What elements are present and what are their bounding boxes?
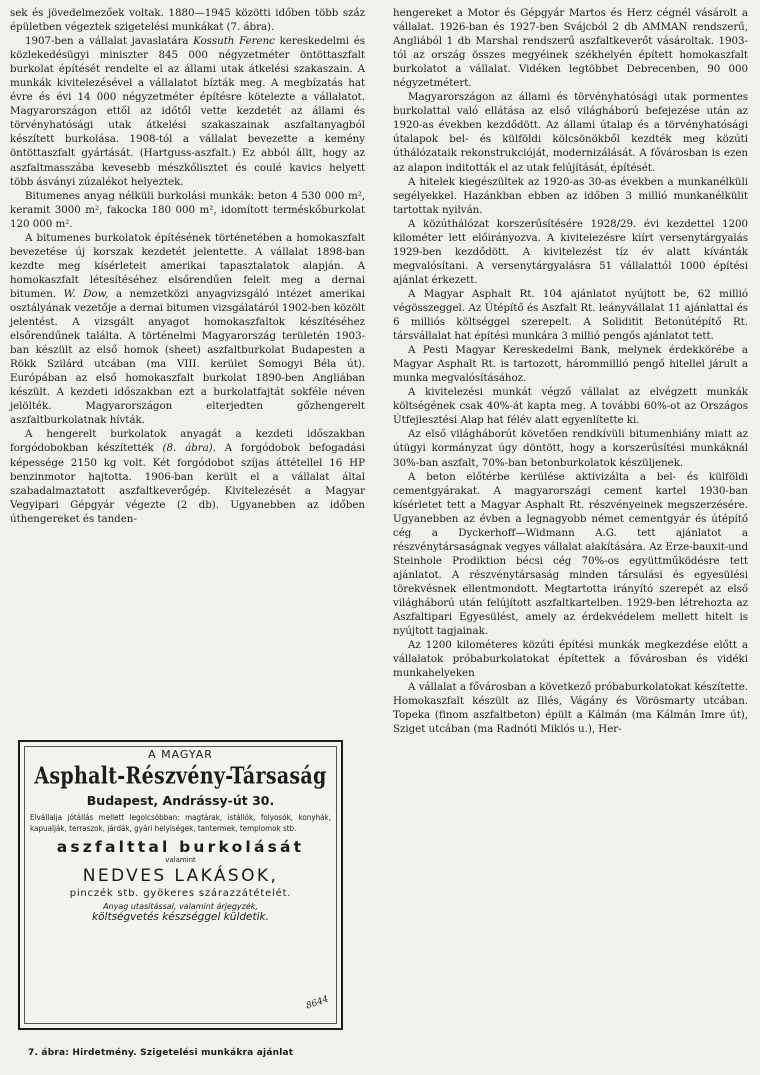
ad-main-offer: aszfalttal burkolását xyxy=(56,838,305,856)
figure-caption: 7. ábra: Hirdetmény. Szigetelési munkákra ajánlat xyxy=(28,1048,294,1058)
ad-footer-line: Anyag utasítással, valamint árjegyzék, xyxy=(103,902,258,911)
handwritten-number: 8644 xyxy=(305,994,331,1012)
text-run: A hengerelt burkolatok anyagát a kezdeti időszakban forgódobokban készítették xyxy=(10,428,365,455)
ad-company-name: Asphalt-Részvény-Társaság xyxy=(34,762,327,790)
paragraph: A beton előtérbe kerülése aktivizálta a bel- és külföldi cementgyárakat. A magyarországi cement kartel 1930-ban kísérletet tett a Magyar Asphalt Rt. részvényeinek megszerzésére. Ugyanebben az évben a legnagyobb német cementgyár és útépítő cég a Dyckerhoff—Widmann A.G. tett ajánlatot a részvénytársaságnak vegyes vállalat alakítására. Az Erze-bauxit-und Steinhole Prodiktion bécsi cég 70%-os együttműködésre tett ajánlatot. A részvénytársaság minden társulási és egyesülési törekvésnek ellentmondott. Megtartotta irányító szerepét az első világháború után felújított aszfaltkartelben. 1929-ben létrehozta az Aszfaltipari Egyesülést, amely az érdekvédelem mellett hitelt is nyújtott tagjainak. xyxy=(393,470,748,638)
paragraph xyxy=(10,231,365,428)
advertisement-figure xyxy=(18,740,343,1030)
right-text-column xyxy=(393,6,748,736)
text-run: kereskedelmi és közlekedésügyi miniszter 845 000 négyzetméter öntöttaszfalt burkolat építését rendelte el az állami utak átkelési szakaszain. A munkák kivitelezésével a vállalatot bízták meg. A megbízatás hat évre és évi 14 000 négyzetméter építésre kötelezte a vállalatot. Magyarországon ettől az időtől vette kezdetét az állami és törvényhatósági utak átkelési szakaszainak aszfaltanyagból készített burkolása. 1908-tól a vállalat bevezette a kemény öntöttaszfalt gyártását. (Hartguss-aszfalt.) Ez abból állt, hogy az aszfaltmasszába kevesebb mészkőlisztet és coulé kavics helyett több ásványi zúzalékot helyeztek. xyxy=(10,35,365,188)
ad-heading: A MAGYAR xyxy=(148,748,213,761)
text-run: a nemzetközi anyagvizsgáló intézet amerikai osztályának vezetője a dernai bitumen vizsgálatáról 1902-ben közölt jelentést. A vizsgált anyagot homokaszfaltok készítéséhez elsőrendűnek találta. A történelmi Magyarország területén 1903-ban készült az első homok (sheet) aszfaltburkolat Budapesten a Rökk Szilárd utcában (ma VIII. kerület Somogyi Béla út). Európában az első homokaszfalt burkolat 1890-ben Angliában készült. A kezdeti időszakban ezt a burkolatfajtát sokféle néven jelölték. Magyarországon elterjedten gőzhengerelt aszfaltburkolatnak hívták. xyxy=(10,287,365,427)
figure-reference: (8. ábra). xyxy=(162,442,216,455)
paragraph: A közúthálózat korszerűsítésére 1928/29. évi kezdettel 1200 kilométer lett előirányozva. A kivitelezésre kiírt versenytárgyalás 1929-ben kezdődött. A kivitelezést tíz év alatt kívánták megvalósítani. A versenytárgyalásra 51 vállalattól 1000 építési ajánlat érkezett. xyxy=(393,217,748,286)
paragraph xyxy=(10,34,365,189)
ad-address: Budapest, Andrássy-út 30. xyxy=(86,793,275,808)
paragraph: Bitumenes anyag nélküli burkolási munkák: beton 4 530 000 m², keramit 3000 m², fakocka 180 000 m², idomított terméskőburkolat 120 000 m². xyxy=(10,189,365,230)
paragraph: hengereket a Motor és Gépgyár Martos és Herz cégnél vásárolt a vállalat. 1926-ban és 1927-ben Svájcból 2 db AMMAN rendszerű, Angliából 1 db Marshal rendszerű aszfaltkeverőt vásároltak. 1903-tól az ország összes megyéinek székhelyén épített homokaszfalt burkolatot a vállalat. Vidéken legtöbbet Debrecenben, 90 000 négyzetmétert. xyxy=(393,7,748,90)
paragraph xyxy=(10,427,365,525)
text-run: 1907-ben a vállalat javaslatára xyxy=(25,35,194,48)
paragraph: A vállalat a fővárosban a következő próbaburkolatokat készítette. Homokaszfalt készült az Illés, Vágány és Vörösmarty utcában. Topeka (finom aszfaltbeton) épült a Kálmán (ma Kálmán Imre út), Sziget utcában (ma Radnóti Miklós u.), Her- xyxy=(393,681,748,736)
paragraph: A hitelek kiegészültek az 1920-as 30-as években a munkanélküli segélyekkel. Hazánkban ebben az időben 3 millió munkanélkülit tartottak nyilván. xyxy=(393,175,748,216)
person-name: Kossuth Ferenc xyxy=(193,35,275,48)
text-run: A forgódobok befogadási képessége 2150 kg volt. Két forgódobot szíjas áttétellel 16 HP benzinmotor hajtotta. 1906-ban került el a vállalat által szabadalmaztatott aszfaltkeverőgép. Kivitelezését a Magyar Vegyipari Gépgyár végezte (2 db). Ugyanebben az időben úthengereket és tanden- xyxy=(10,442,365,525)
text-run: A bitumenes burkolatok építésének történetében a homokaszfalt bevezetése új korszak kezdetét jelentette. A vállalat 1898-ban kezdte meg kísérleteit amerikai tapasztalatok alapján. A homokaszfalt létesítéséhez elsőrendűen felelt meg a dernai bitumen. xyxy=(10,231,365,300)
paragraph: sek és jövedelmezőek voltak. 1880—1945 közötti időben több száz épületben végeztek szigetelési munkákat (7. ábra). xyxy=(10,7,365,34)
paragraph: Magyarországon az állami és törvényhatósági utak pormentes burkolattal való ellátása az első világháború befejezése után az 1920-as években kezdődött. Az állami útalap és a törvényhatósági útalapok bel- és külföldi kölcsönökből kezdték meg közúti úthálózataik rekonstrukcióját, modernizálását. A fővárosban is ezen az alapon inditották el az utak felújítását, építését. xyxy=(393,91,748,174)
paragraph: Az 1200 kilométeres közúti építési munkák megkezdése előtt a vállalatok próbaburkolatokat építettek a fővárosban és vidéki munkahelyeken xyxy=(393,639,748,680)
ad-second-offer: NEDVES LAKÁSOK, xyxy=(82,866,279,886)
ad-footer-line: költségvetés készséggel küldetik. xyxy=(92,911,269,923)
ad-connector: valamint xyxy=(165,856,196,864)
ad-second-offer-detail: pinczék stb. gyökeres szárazzátételét. xyxy=(69,888,292,899)
person-name: W. Dow, xyxy=(63,287,109,300)
left-text-column xyxy=(10,6,365,526)
paragraph: A Pesti Magyar Kereskedelmi Bank, melynek érdekkörébe a Magyar Asphalt Rt. is tartozott, hárommillió pengő hitellel járult a munka megvalósításához. xyxy=(393,344,748,385)
paragraph: A kivitelezési munkát végző vállalat az elvégzett munkák költségének csak 40%-át kapta meg. A további 60%-ot az Országos Útfejlesztési Alap hat félév alatt egyenlítette ki. xyxy=(393,386,748,427)
paragraph: A Magyar Asphalt Rt. 104 ajánlatot nyújtott be, 62 millió végösszeggel. Az Útépítő és Aszfalt Rt. leányvállalat 11 ajánlattal és 6 milliós költséggel szerepelt. A Soliditit Betonútépítő Rt. társvállalat hat építési munkára 3 millió pengős ajánlatot tett. xyxy=(393,287,748,343)
ad-services-list: Elvállalja jótállás mellett legolcsóbban: magtárak, istállók, folyosók, konyhák, kapualják, terraszok, járdák, gyári helyiségek, tantermek, templomok stb. xyxy=(30,813,331,833)
paragraph: Az első világháborút követően rendkívüli bitumenhiány miatt az útügyi kormányzat úgy döntött, hogy a korszerűsítési munkáknál 30%-ban aszfalt, 70%-ban betonburkolatok készüljenek. xyxy=(393,428,748,469)
